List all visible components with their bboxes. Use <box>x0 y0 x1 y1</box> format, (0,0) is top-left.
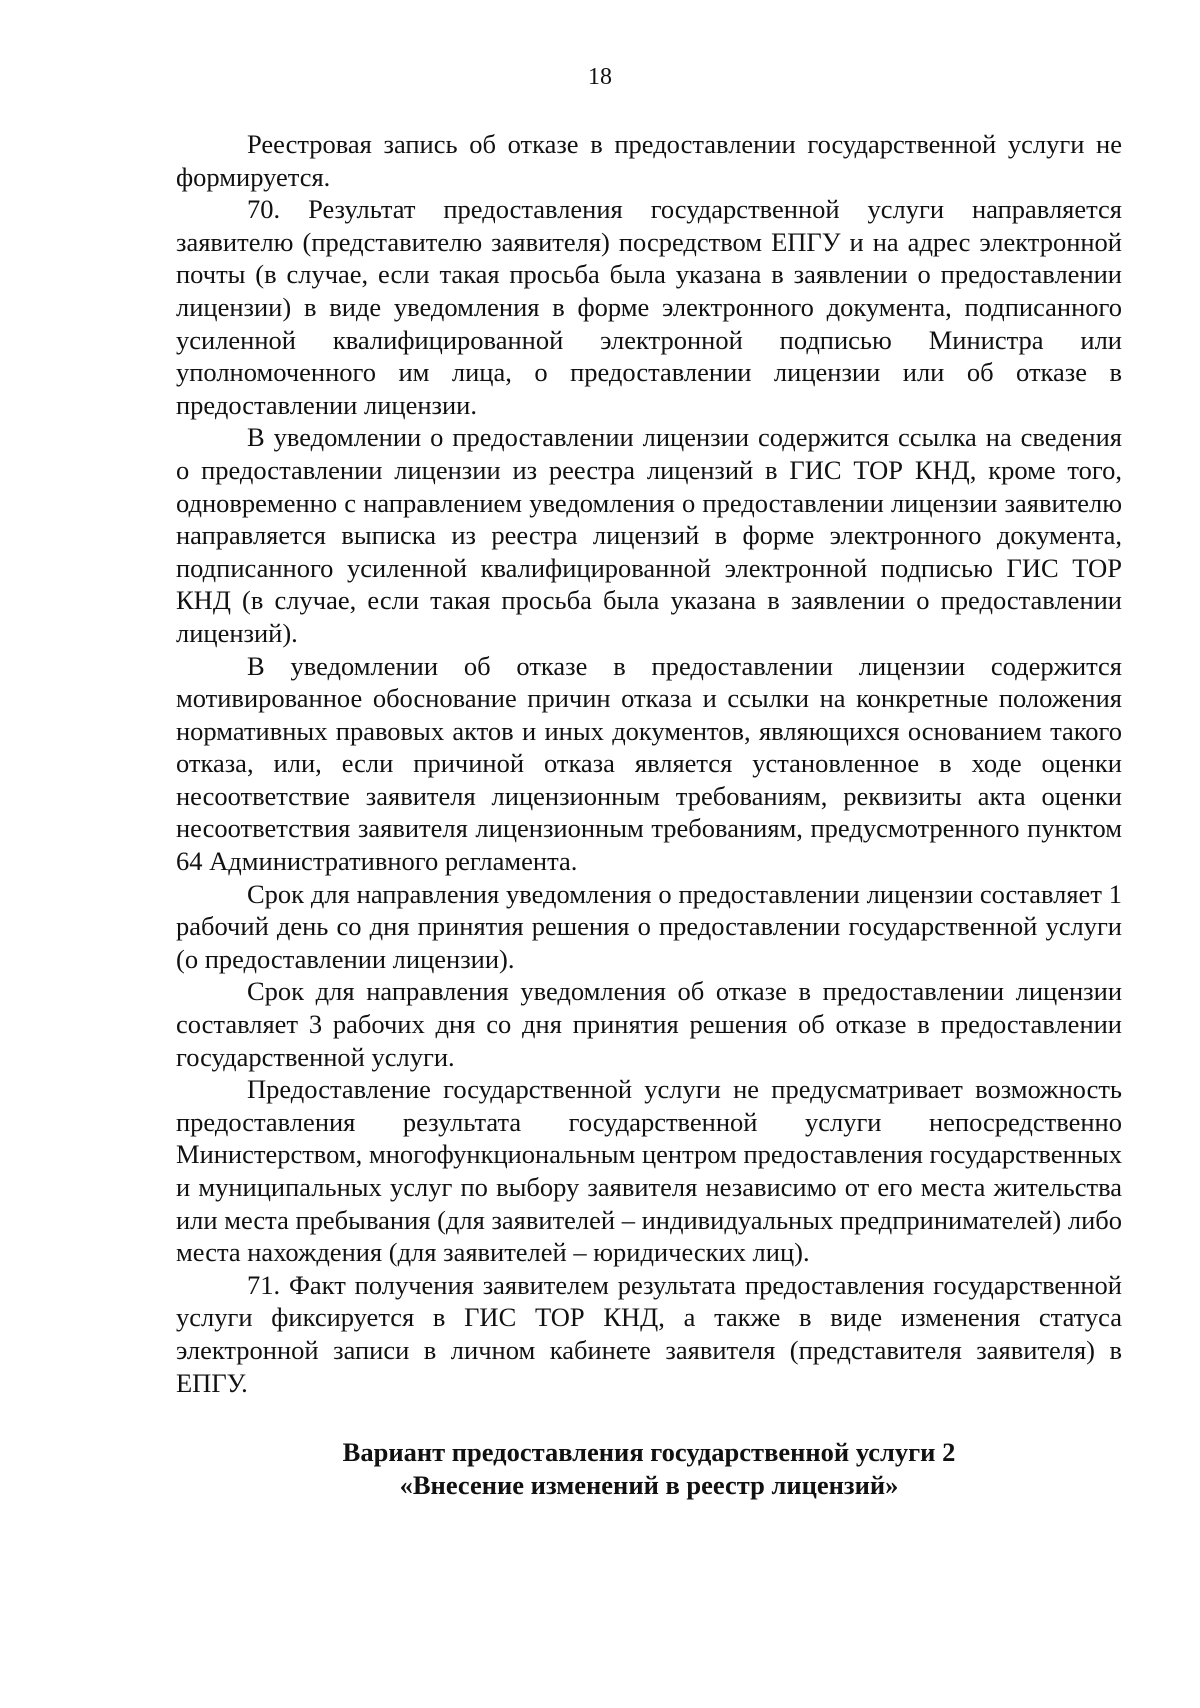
paragraph-refusal-notification: В уведомлении об отказе в предоставлении лицензии содержится мотивированное обоснование причин отказа и ссылки на конкретные положения нормативных правовых актов и иных документов, являющихся основанием такого отказа, или, если причиной отказа является установленное в ходе оценки несоответствие заявителя лицензионным требованиям, реквизиты акта оценки несоответствия заявителя лицензионным требованиям, предусмотренного пунктом 64 Административного регламента. <box>176 650 1122 877</box>
section-heading-line-2: «Внесение изменений в реестр лицензий» <box>399 1470 899 1500</box>
paragraph-registry-record: Реестровая запись об отказе в предоставлении государственной услуги не формируется. <box>176 129 1122 192</box>
paragraph-70-result-delivery: 70. Результат предоставления государственной услуги направляется заявителю (представителю заявителя) посредством ЕПГУ и на адрес электронной почты (в случае, если такая просьба была указана в заявлении о предоставлении лицензии) в виде уведомления в форме электронного документа, подписанного усиленной квалифицированной электронной подписью Министра или уполномоченного им лица, о предоставлении лицензии или об отказе в предоставлении лицензии. <box>176 194 1122 420</box>
page-number: 18 <box>588 64 612 90</box>
section-heading <box>176 1436 1122 1502</box>
section-heading-line-1: Вариант предоставления государственной услуги 2 <box>342 1437 956 1467</box>
paragraph-no-direct-provision: Предоставление государственной услуги не предусматривает возможность предоставления результата государственной услуги непосредственно Министерством, многофункциональным центром предоставления государственных и муниципальных услуг по выбору заявителя независимо от его места жительства или места пребывания (для заявителей – индивидуальных предпринимателей) либо места нахождения (для заявителей – юридических лиц). <box>176 1074 1122 1268</box>
document-body <box>176 128 1122 1399</box>
paragraph-refusal-deadline: Срок для направления уведомления об отказе в предоставлении лицензии составляет 3 рабочих дня со дня принятия решения об отказе в предоставлении государственной услуги. <box>176 976 1122 1072</box>
paragraph-71-result-receipt: 71. Факт получения заявителем результата предоставления государственной услуги фиксируется в ГИС ТОР КНД, а также в виде изменения статуса электронной записи в личном кабинете заявителя (представителя заявителя) в ЕПГУ. <box>176 1269 1122 1398</box>
paragraph-license-notification: В уведомлении о предоставлении лицензии содержится ссылка на сведения о предоставлении лицензии из реестра лицензий в ГИС ТОР КНД, кроме того, одновременно с направлением уведомления о предоставлении лицензии заявителю направляется выписка из реестра лицензий в форме электронного документа, подписанного усиленной квалифицированной электронной подписью ГИС ТОР КНД (в случае, если такая просьба была указана в заявлении о предоставлении лицензий). <box>176 422 1122 648</box>
paragraph-notification-deadline: Срок для направления уведомления о предоставлении лицензии составляет 1 рабочий день со дня принятия решения о предоставлении государственной услуги (о предоставлении лицензии). <box>176 878 1122 974</box>
